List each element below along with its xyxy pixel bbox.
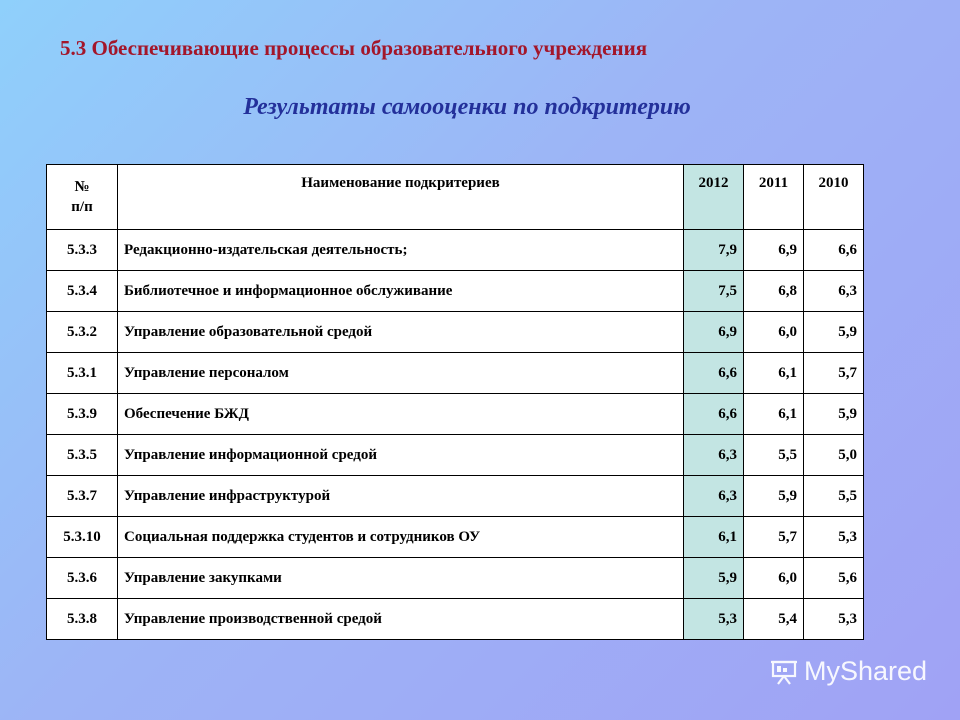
row-num-cell: 5.3.5 [47,435,118,476]
row-2011-cell: 6,1 [744,394,804,435]
table-row [47,271,864,312]
row-num-cell: 5.3.10 [47,517,118,558]
table-row [47,394,864,435]
row-2011-cell: 5,4 [744,599,804,640]
row-2012-cell: 6,6 [684,353,744,394]
row-2010-cell: 5,9 [804,394,864,435]
row-name-cell: Управление информационной средой [118,435,684,476]
row-2010-cell: 5,7 [804,353,864,394]
row-2011-cell: 6,1 [744,353,804,394]
header-num [47,165,118,230]
row-2010-cell: 5,0 [804,435,864,476]
row-num-cell: 5.3.4 [47,271,118,312]
row-num-cell: 5.3.1 [47,353,118,394]
row-num-cell: 5.3.2 [47,312,118,353]
row-2012-cell: 5,3 [684,599,744,640]
results-table [46,164,864,640]
row-name-cell: Социальная поддержка студентов и сотрудников ОУ [118,517,684,558]
row-num-cell: 5.3.7 [47,476,118,517]
row-2011-cell: 6,0 [744,558,804,599]
row-2011-cell: 5,5 [744,435,804,476]
row-num-cell: 5.3.6 [47,558,118,599]
row-name-cell: Управление образовательной средой [118,312,684,353]
watermark-logo [770,656,927,687]
watermark-text: MyShared [804,656,928,686]
presentation-board-icon [770,659,798,685]
row-num-cell: 5.3.9 [47,394,118,435]
row-2012-cell: 6,1 [684,517,744,558]
table-row [47,312,864,353]
row-2011-cell: 6,8 [744,271,804,312]
table-row [47,435,864,476]
row-2012-cell: 7,5 [684,271,744,312]
header-2010: 2010 [804,165,864,230]
row-2012-cell: 6,9 [684,312,744,353]
slide-subtitle: Результаты самооценки по подкритерию [243,94,691,120]
row-num-cell: 5.3.3 [47,230,118,271]
header-num-line2: п/п [71,199,93,215]
header-name: Наименование подкритериев [118,165,684,230]
row-name-cell: Управление инфраструктурой [118,476,684,517]
table-row [47,599,864,640]
row-2012-cell: 5,9 [684,558,744,599]
row-2010-cell: 5,6 [804,558,864,599]
section-heading: 5.3 Обеспечивающие процессы образовательного учреждения [60,36,648,60]
row-2011-cell: 6,9 [744,230,804,271]
table-row [47,230,864,271]
row-2010-cell: 5,3 [804,599,864,640]
row-2011-cell: 5,7 [744,517,804,558]
row-2010-cell: 6,6 [804,230,864,271]
row-2011-cell: 6,0 [744,312,804,353]
row-num-cell: 5.3.8 [47,599,118,640]
table-header-row [47,165,864,230]
row-name-cell: Редакционно-издательская деятельность; [118,230,684,271]
table-row [47,558,864,599]
row-2012-cell: 6,3 [684,476,744,517]
row-name-cell: Управление персоналом [118,353,684,394]
row-name-cell: Библиотечное и информационное обслуживание [118,271,684,312]
table-row [47,517,864,558]
table-row [47,476,864,517]
header-2012: 2012 [684,165,744,230]
row-2012-cell: 6,6 [684,394,744,435]
header-2011: 2011 [744,165,804,230]
row-2012-cell: 7,9 [684,230,744,271]
row-2010-cell: 5,3 [804,517,864,558]
row-2011-cell: 5,9 [744,476,804,517]
row-name-cell: Управление производственной средой [118,599,684,640]
row-2010-cell: 6,3 [804,271,864,312]
row-2010-cell: 5,9 [804,312,864,353]
header-num-line1: № [74,179,90,195]
row-2012-cell: 6,3 [684,435,744,476]
table-row [47,353,864,394]
row-name-cell: Обеспечение БЖД [118,394,684,435]
row-2010-cell: 5,5 [804,476,864,517]
row-name-cell: Управление закупками [118,558,684,599]
